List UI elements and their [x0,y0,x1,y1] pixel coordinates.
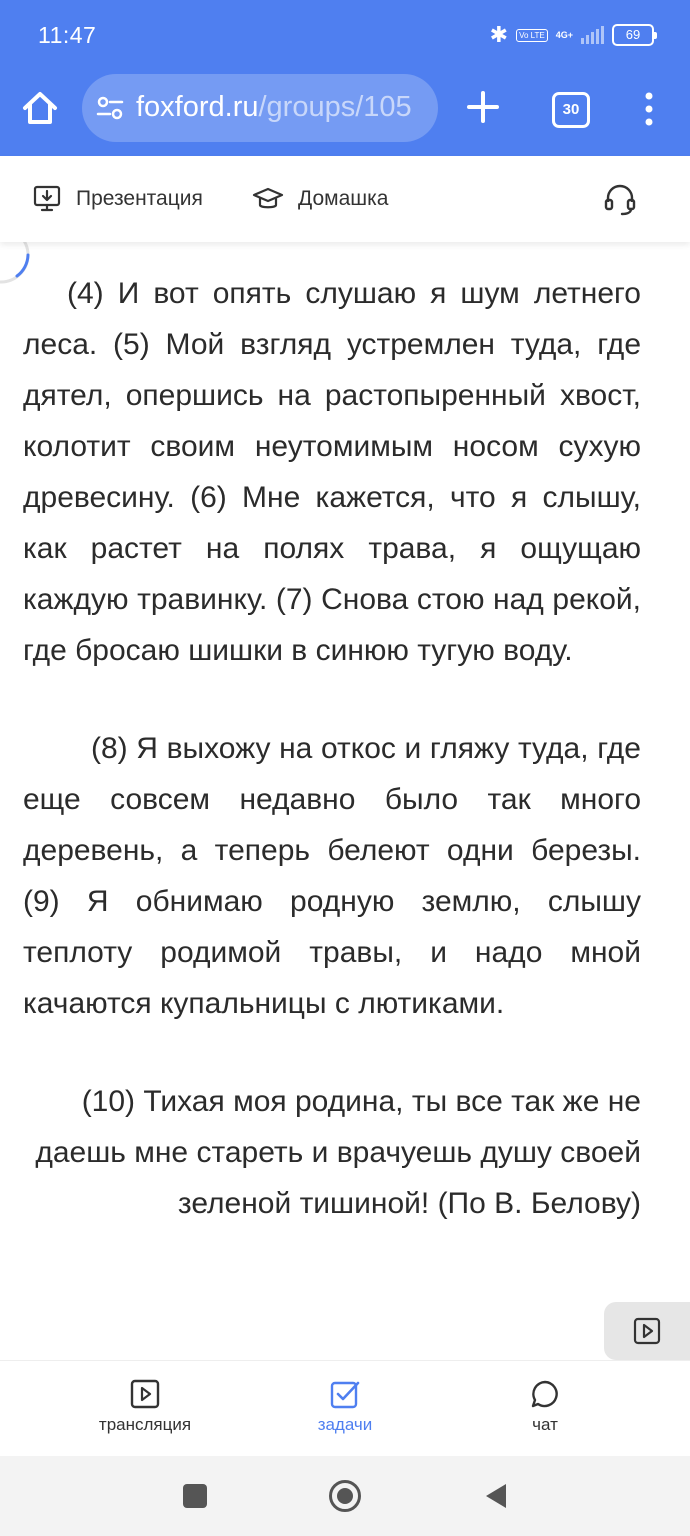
url-domain: foxford.ru [136,91,259,123]
home-icon [20,88,60,128]
tab-chat[interactable] [475,1379,615,1435]
app-header [0,156,690,242]
status-icons [490,22,654,48]
broadcast-play-icon [130,1379,160,1409]
homework-button[interactable] [252,181,388,217]
tab-label: задачи [317,1415,373,1434]
tab-broadcast[interactable] [75,1379,215,1435]
video-toggle-button[interactable] [604,1302,690,1360]
battery-icon: 69 [612,24,654,46]
back-nav-button[interactable] [484,1482,508,1510]
browser-top-bar [0,0,690,156]
address-bar[interactable] [82,74,438,142]
more-vertical-icon [640,92,658,126]
status-time: 11:47 [38,22,97,48]
network-type: 4G+ [555,30,573,40]
tab-switcher-button[interactable]: 30 [552,92,590,128]
graduation-cap-icon [252,184,284,214]
paragraph: (4) И вот опять слушаю я шум летнего леса. (5) Мой взгляд устремлен туда, где дятел, опершись на растопыренный хвост, колотит своим неутомимым носом сухую древесину. (6) Мне кажется, что я слышу, как растет на полях трава, я ощущаю каждую травинку. (7) Снова стою над рекой, где бросаю шишки в синюю тугую воду. [23,277,641,667]
play-icon [632,1316,662,1346]
task-text [23,268,641,1229]
headset-icon [602,182,638,218]
plus-icon [466,90,500,124]
download-monitor-icon [32,184,62,214]
url-text[interactable] [136,91,412,124]
site-settings-icon[interactable] [96,94,124,122]
tab-label: трансляция [98,1415,192,1434]
signal-icon [581,26,604,44]
system-nav-bar [0,1456,690,1536]
tab-tasks[interactable] [275,1379,415,1435]
url-path: /groups/105 [258,91,412,123]
home-button[interactable] [20,88,60,128]
bluetooth-icon: ✱ [489,22,509,47]
homework-label: Домашка [298,187,389,210]
support-button[interactable] [602,182,638,218]
bottom-tab-bar [0,1360,690,1457]
tab-label: чат [532,1415,558,1434]
presentation-button[interactable] [32,181,203,217]
home-nav-button[interactable] [328,1479,362,1513]
checkbox-icon [330,1379,360,1409]
volte-indicator: Vo LTE [516,29,548,42]
new-tab-button[interactable] [466,90,500,124]
browser-menu-button[interactable] [640,92,658,126]
chat-bubble-icon [530,1379,560,1409]
presentation-label: Презентация [76,187,203,210]
recents-button[interactable] [183,1484,207,1508]
paragraph: (8) Я выхожу на откос и гляжу туда, где еще совсем недавно было так много деревень, а теперь белеют одни березы. (9) Я обнимаю родную землю, слышу теплоту родимой травы, и надо мной качаются купальницы с лютиками. [23,732,641,1020]
paragraph: (10) Тихая моя родина, ты все так же не даешь мне стареть и врачуешь душу своей зеленой тишиной! (По В. Белову) [35,1085,641,1220]
